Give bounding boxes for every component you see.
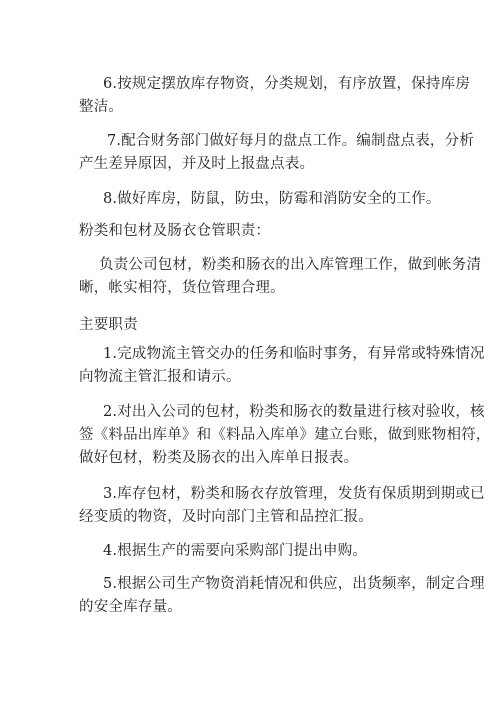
paragraph-line: 4.根据生产的需要向采购部门提出申购。 [103, 543, 368, 559]
paragraph-line: 3.库存包材，粉类和肠衣存放管理，发货有保质期到期或已 [103, 486, 485, 502]
paragraph-line: 整洁。 [79, 99, 124, 115]
paragraph-line: 做好包材，粉类及肠衣的出入库单日报表。 [79, 450, 359, 466]
paragraph-line: 产生差异原因，并及时上报盘点表。 [79, 156, 315, 172]
paragraph-duty-4 [103, 540, 367, 563]
paragraph-line: 7.配合财务部门做好每月的盘点工作。编制盘点表，分析 [107, 133, 475, 149]
paragraph-item-6 [79, 73, 470, 119]
paragraph-line: 负责公司包材，粉类和肠衣的出入库管理工作，做到帐务清 [99, 257, 482, 273]
paragraph-line: 主要职责 [79, 317, 138, 333]
paragraph-summary [79, 254, 481, 300]
paragraph-line: 的安全库存量。 [79, 599, 182, 615]
paragraph-line: 2.对出入公司的包材，粉类和肠衣的数量进行核对验收，核 [103, 404, 485, 420]
paragraph-line: 5.根据公司生产物资消耗情况和供应，出货频率，制定合理 [103, 576, 485, 592]
paragraph-duty-3 [79, 483, 485, 529]
paragraph-item-8 [103, 188, 441, 211]
paragraph-line: 1.完成物流主管交办的任务和临时事务，有异常或特殊情况 [103, 346, 485, 362]
paragraph-line: 粉类和包材及肠衣仓管职责： [79, 223, 271, 239]
paragraph-line: 晰，帐实相符，货位管理合理。 [79, 280, 285, 296]
paragraph-duty-1 [79, 343, 485, 389]
paragraph-line: 向物流主管汇报和请示。 [79, 369, 241, 385]
paragraph-line: 8.做好库房，防鼠，防虫，防霉和消防安全的工作。 [103, 191, 441, 207]
paragraph-line: 6.按规定摆放库存物资，分类规划，有序放置，保持库房 [103, 76, 471, 92]
paragraph-line: 经变质的物资，及时向部门主管和品控汇报。 [79, 509, 373, 525]
paragraph-item-7 [79, 130, 474, 176]
section-heading-powder-packaging [79, 220, 270, 243]
paragraph-line: 签《料品出库单》和《料品入库单》建立台账，做到账物相符， [79, 427, 491, 443]
paragraph-duty-5 [79, 573, 485, 619]
paragraph-duty-2 [79, 401, 491, 470]
section-heading-main-duties [79, 314, 138, 337]
